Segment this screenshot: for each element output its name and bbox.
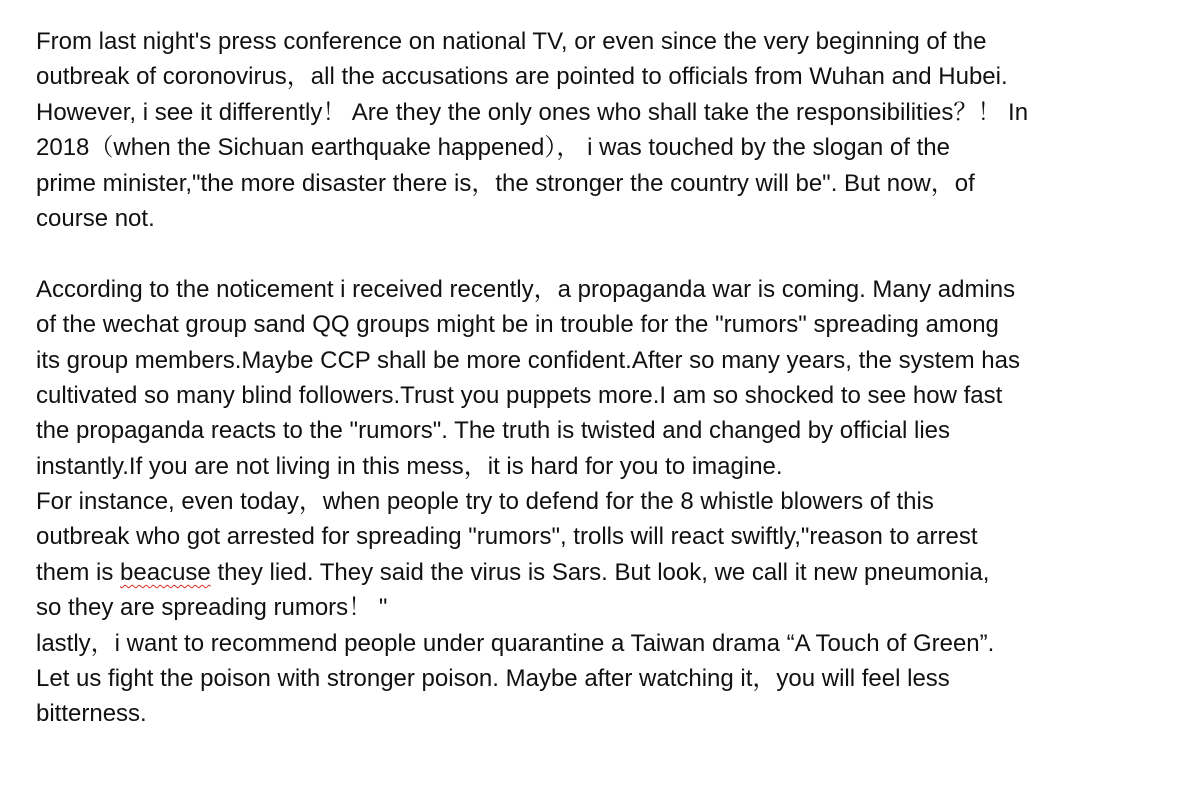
text-line: its group members.Maybe CCP shall be more confident.After so many years, the system has	[36, 346, 1020, 374]
text-line: prime minister,"the more disaster there is，the stronger the country will be". But now，of	[36, 169, 975, 197]
text-line: outbreak who got arrested for spreading "rumors", trolls will react swiftly,"reason to arrest	[36, 523, 978, 551]
text-line: course not.	[36, 204, 155, 232]
text-line: outbreak of coronovirus，all the accusations are pointed to officials from Wuhan and Hubei.	[36, 63, 1008, 91]
paragraph-2	[36, 272, 1176, 732]
text-line: According to the noticement i received recently，a propaganda war is coming. Many admins	[36, 275, 1016, 303]
text-line: instantly.If you are not living in this mess，it is hard for you to imagine.	[36, 452, 783, 480]
text-line: 2018（when the Sichuan earthquake happened）， i was touched by the slogan of the	[36, 134, 950, 162]
text-line: of the wechat group sand QQ groups might be in trouble for the "rumors" spreading among	[36, 311, 999, 339]
text-line: From last night's press conference on national TV, or even since the very beginning of the	[36, 28, 987, 55]
paragraph-spacer	[36, 236, 1176, 271]
text-line: the propaganda reacts to the "rumors". The truth is twisted and changed by official lies	[36, 417, 951, 445]
misspelled-word[interactable]: beacuse	[120, 558, 211, 586]
text-segment: them is	[36, 558, 121, 586]
text-line-with-misspelling	[36, 555, 1176, 590]
text-line: For instance, even today，when people try to defend for the 8 whistle blowers of this	[36, 488, 934, 516]
text-segment: they lied. They said the virus is Sars. But look, we call it new pneumonia,	[210, 558, 990, 586]
text-line: lastly，i want to recommend people under quarantine a Taiwan drama “A Touch of Green”.	[36, 629, 995, 657]
text-line: cultivated so many blind followers.Trust you puppets more.I am so shocked to see how fast	[36, 381, 1003, 409]
text-line: bitterness.	[36, 700, 147, 728]
text-line: However, i see it differently！ Are they the only ones who shall take the responsibilities？！ In	[36, 98, 1029, 126]
paragraph-1	[36, 24, 1176, 236]
document-body	[36, 24, 1176, 732]
text-line: so they are spreading rumors！ "	[36, 594, 388, 622]
text-line: Let us fight the poison with stronger poison. Maybe after watching it，you will feel less	[36, 665, 950, 693]
